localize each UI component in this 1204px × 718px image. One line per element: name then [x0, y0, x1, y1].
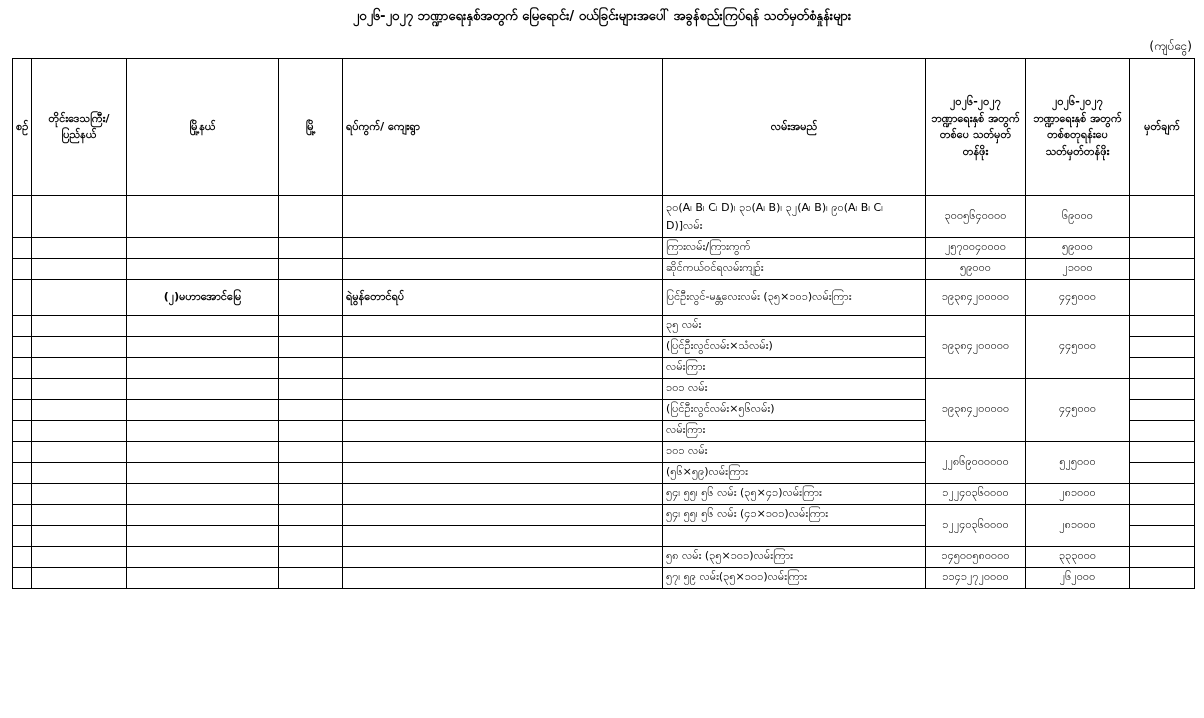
street-cell: (ပြင်ဦးလွင်လမ်း×သံလမ်း): [663, 337, 926, 358]
price-cell: ၁၄၅၀၀၅၈၀၀၀၀: [926, 547, 1026, 568]
street-cell: ကြားလမ်း/ကြားကွက်: [663, 238, 926, 259]
header-price-sqm: ၂၀၂၆-၂၀၂၇ ဘဏ္ဍာရေးနှစ် အတွက် တစ်စတုရန်းပေ သတ်မှတ်တန်ဖိုး: [1026, 59, 1130, 196]
street-cell: ၃၅ လမ်း: [663, 316, 926, 337]
street-cell: ပြင်ဦးလွင်-မန္တလေးလမ်း (၃၅×၁၀၁)လမ်းကြား: [663, 280, 926, 316]
price-cell: ၁၉၃၈၄၂၀၀၀၀၀: [926, 280, 1026, 316]
table-row: [13, 568, 1195, 589]
price-cell: ၆၉၀၀၀: [1026, 196, 1130, 238]
table-row: [13, 505, 1195, 526]
price-cell: ၂၈၁၀၀၀: [1026, 484, 1130, 505]
district-cell: (၂)မဟာအောင်မြေ: [127, 280, 279, 316]
table-row: [13, 259, 1195, 280]
table-row: [13, 280, 1195, 316]
header-ward: ရပ်ကွက်/ ကျေးရွာ: [343, 59, 663, 196]
price-cell: ၂၈၁၀၀၀: [1026, 505, 1130, 547]
street-cell: ဆိုင်ကယ်ဝင်ရလမ်းကျဉ်း: [663, 259, 926, 280]
table-row: [13, 238, 1195, 259]
header-district: မြို့နယ်: [127, 59, 279, 196]
street-cell: ၅၄၊ ၅၅၊ ၅၆ လမ်း (၄၁×၁၀၁)လမ်းကြား: [663, 505, 926, 526]
header-no: စဉ်: [13, 59, 32, 196]
street-cell: လမ်းကြား: [663, 358, 926, 379]
header-price-sqft: ၂၀၂၆-၂၀၂၇ ဘဏ္ဍာရေးနှစ် အတွက် တစ်ပေ သတ်မှတ်တန်ဖိုး: [926, 59, 1026, 196]
street-cell: လမ်းကြား: [663, 421, 926, 442]
price-cell: ၁၁၄၁၂၇၂၀၀၀၀: [926, 568, 1026, 589]
street-cell: (ပြင်ဦးလွင်လမ်း×၅၆လမ်း): [663, 400, 926, 421]
table-row: [13, 442, 1195, 463]
price-cell: ၂၂၈၆၉၀၀၀၀၀၀: [926, 442, 1026, 484]
price-cell: ၄၄၅၀၀၀: [1026, 316, 1130, 379]
street-cell: ၅၈ လမ်း (၃၅×၁၀၁)လမ်းကြား: [663, 547, 926, 568]
price-cell: ၃၃၃၀၀၀: [1026, 547, 1130, 568]
price-cell: ၁၉၃၈၄၂၀၀၀၀၀: [926, 316, 1026, 379]
price-cell: ၂၁၀၀၀: [1026, 259, 1130, 280]
table-row: [13, 484, 1195, 505]
table-row: [13, 547, 1195, 568]
price-cell: ၂၆၂၀၀၀: [1026, 568, 1130, 589]
price-cell: ၃၀၀၅၆၄၀၀၀၀: [926, 196, 1026, 238]
unit-label: (ကျပ်ငွေ): [1149, 39, 1192, 53]
price-cell: ၁၉၃၈၄၂၀၀၀၀၀: [926, 379, 1026, 442]
valuation-table: [12, 58, 1195, 589]
table-row: [13, 196, 1195, 238]
price-cell: ၄၄၅၀၀၀: [1026, 379, 1130, 442]
table-row: [13, 379, 1195, 400]
street-cell: ၁၀၁ လမ်း: [663, 442, 926, 463]
price-cell: ၂၅၇၀၀၄၀၀၀၀: [926, 238, 1026, 259]
ward-cell: ရဲမွန်တောင်ရပ်: [343, 280, 663, 316]
street-cell: (၅၆×၅၉)လမ်းကြား: [663, 463, 926, 484]
price-cell: ၁၂၂၄၀၃၆၀၀၀၀: [926, 505, 1026, 547]
header-remark: မှတ်ချက်: [1130, 59, 1195, 196]
price-cell: ၅၉၀၀၀: [1026, 238, 1130, 259]
street-cell: ၁၀၁ လမ်း: [663, 379, 926, 400]
header-row: [13, 59, 1195, 196]
street-cell-empty: [663, 526, 926, 547]
price-cell: ၁၂၂၄၀၃၆၀၀၀၀: [926, 484, 1026, 505]
street-cell: ၅၇၊ ၅၉ လမ်း(၃၅×၁၀၁)လမ်းကြား: [663, 568, 926, 589]
price-cell: ၅၂၅၀၀၀: [1026, 442, 1130, 484]
street-cell: ၃၀(A၊ B၊ C၊ D)၊ ၃၁(A၊ B)၊ ၃၂(A၊ B)၊ ၉၀(A၊ B၊ C၊ D)]လမ်း: [663, 196, 926, 238]
header-street: လမ်းအမည်: [663, 59, 926, 196]
page-title: ၂၀၂၆-၂၀၂၇ ဘဏ္ဍာရေးနှစ်အတွက် မြေရောင်း/ ဝယ်ခြင်းများအပေါ် အခွန်စည်းကြပ်ရန် သတ်မှတ်စံနှုန်းများ: [352, 9, 852, 24]
table-row: [13, 316, 1195, 337]
header-region: တိုင်းဒေသကြီး/ ပြည်နယ်: [32, 59, 127, 196]
price-cell: ၅၉၀၀၀: [926, 259, 1026, 280]
price-cell: ၄၄၅၀၀၀: [1026, 280, 1130, 316]
street-cell: ၅၄၊ ၅၅၊ ၅၆ လမ်း (၃၅×၄၁)လမ်းကြား: [663, 484, 926, 505]
header-town: မြို့: [279, 59, 343, 196]
